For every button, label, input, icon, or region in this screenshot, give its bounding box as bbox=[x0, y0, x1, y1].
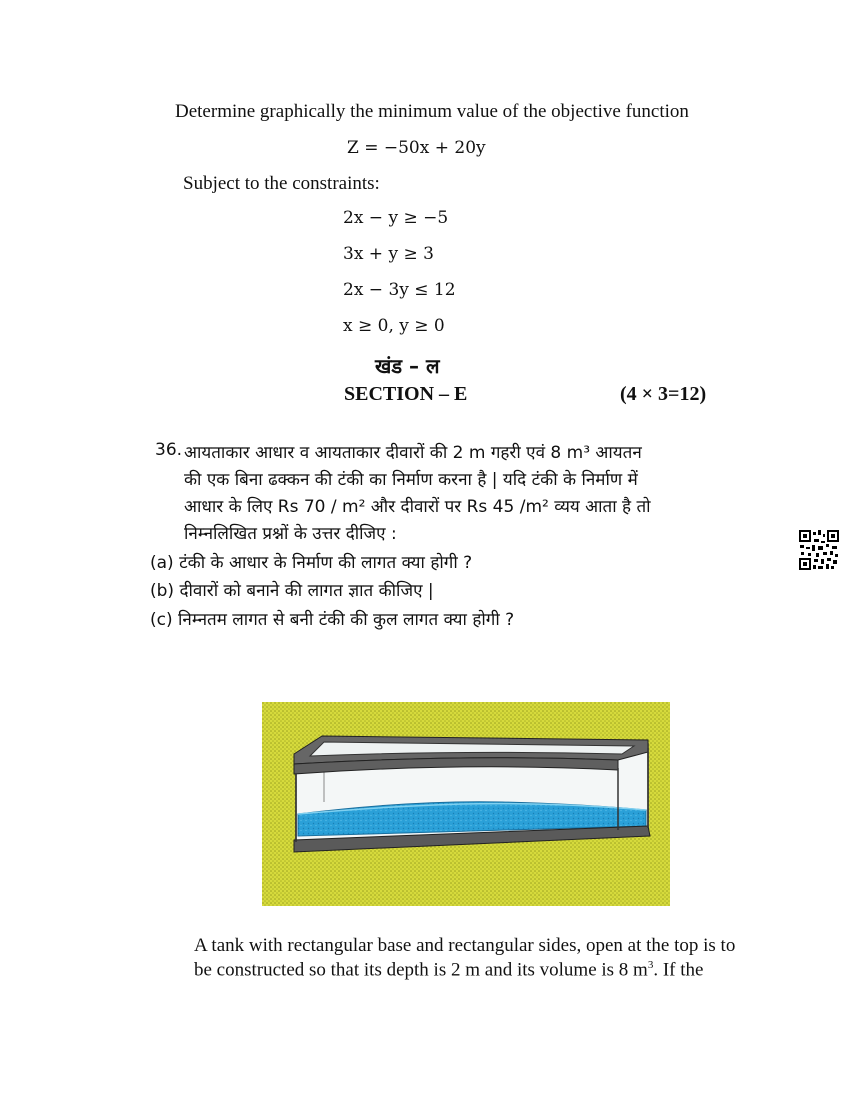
lpp-intro: Determine graphically the minimum value of the objective function bbox=[175, 101, 689, 122]
question-english-line-2 bbox=[194, 959, 703, 981]
question-english-text: be constructed so that its depth is 2 m and its volume is 8 m bbox=[194, 959, 648, 981]
constraint-3: 2x − 3y ≤ 12 bbox=[343, 280, 456, 300]
question-part-a: (a) टंकी के आधार के निर्माण की लागत क्या होगी ? bbox=[150, 553, 473, 573]
constraint-2: 3x + y ≥ 3 bbox=[343, 244, 434, 264]
section-marks: (4 × 3=12) bbox=[620, 383, 707, 405]
question-part-c: (c) निम्नतम लागत से बनी टंकी की कुल लागत क्या होगी ? bbox=[150, 610, 515, 630]
qr-code-image bbox=[799, 530, 839, 570]
question-hindi-line: आयताकार आधार व आयताकार दीवारों की 2 m गहरी एवं 8 m³ आयतन bbox=[184, 443, 642, 463]
section-heading-hindi: खंड – ल bbox=[375, 354, 440, 378]
question-hindi-line: निम्नलिखित प्रश्नों के उत्तर दीजिए : bbox=[184, 524, 397, 544]
question-part-b: (b) दीवारों को बनाने की लागत ज्ञात कीजिए | bbox=[150, 581, 434, 601]
question-english-line-1: A tank with rectangular base and rectangular sides, open at the top is to bbox=[194, 935, 736, 956]
question-number: 36. bbox=[155, 440, 183, 460]
question-english-text-end: . If the bbox=[653, 959, 704, 981]
constraint-1: 2x − y ≥ −5 bbox=[343, 208, 449, 228]
question-hindi-line: आधार के लिए Rs 70 / m² और दीवारों पर Rs 45 /m² व्यय आता है तो bbox=[184, 497, 651, 517]
section-heading: SECTION – E bbox=[344, 383, 468, 405]
objective-function: Z = −50x + 20y bbox=[347, 138, 486, 158]
superscript-exponent: 3 bbox=[647, 959, 654, 971]
question-hindi-line: की एक बिना ढक्कन की टंकी का निर्माण करना है | यदि टंकी के निर्माण में bbox=[184, 470, 638, 490]
constraint-4: x ≥ 0, y ≥ 0 bbox=[343, 316, 445, 336]
subject-to-label: Subject to the constraints: bbox=[183, 173, 380, 194]
tank-illustration bbox=[262, 702, 670, 906]
